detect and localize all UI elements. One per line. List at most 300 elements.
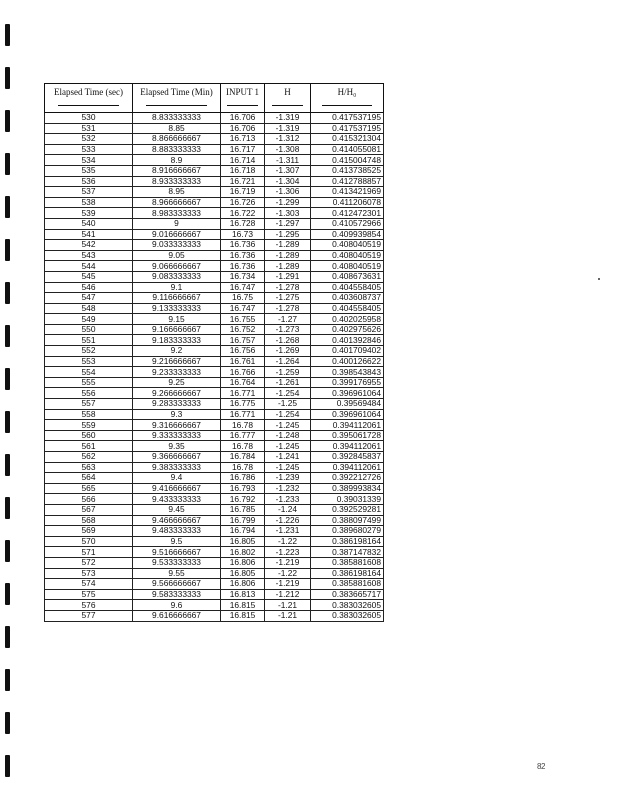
cell-h: -1.212	[265, 589, 311, 600]
cell-elapsed-min: 9.583333333	[133, 589, 221, 600]
cell-elapsed-min: 9.166666667	[133, 324, 221, 335]
cell-h: -1.232	[265, 483, 311, 494]
cell-elapsed-min: 9.033333333	[133, 240, 221, 251]
cell-elapsed-min: 9.383333333	[133, 462, 221, 473]
table-row	[45, 473, 384, 484]
cell-elapsed-sec: 548	[45, 303, 133, 314]
cell-elapsed-min: 9.016666667	[133, 229, 221, 240]
cell-elapsed-sec: 535	[45, 165, 133, 176]
header-label: H	[284, 87, 291, 97]
cell-input: 16.799	[221, 515, 265, 526]
cell-h: -1.254	[265, 388, 311, 399]
cell-elapsed-sec: 575	[45, 589, 133, 600]
cell-h-ratio: 0.385881608	[311, 557, 384, 568]
header-label: H/H₀	[337, 87, 357, 97]
cell-h-ratio: 0.389680279	[311, 526, 384, 537]
cell-elapsed-min: 9.35	[133, 441, 221, 452]
cell-elapsed-min: 8.95	[133, 187, 221, 198]
table-row	[45, 240, 384, 251]
table-row	[45, 282, 384, 293]
cell-input: 16.78	[221, 441, 265, 452]
table-row	[45, 324, 384, 335]
cell-elapsed-sec: 560	[45, 430, 133, 441]
binding-hole	[5, 325, 10, 347]
cell-elapsed-sec: 545	[45, 271, 133, 282]
table-row	[45, 557, 384, 568]
table-row	[45, 229, 384, 240]
table-row	[45, 335, 384, 346]
page-mark: 82	[537, 762, 545, 771]
binding-hole	[5, 583, 10, 605]
cell-h: -1.319	[265, 123, 311, 134]
cell-input: 16.806	[221, 579, 265, 590]
table-row	[45, 399, 384, 410]
table-row	[45, 504, 384, 515]
cell-elapsed-min: 9.316666667	[133, 420, 221, 431]
cell-h-ratio: 0.394112061	[311, 441, 384, 452]
binding-hole	[5, 626, 10, 648]
binding-hole	[5, 282, 10, 304]
cell-elapsed-sec: 539	[45, 208, 133, 219]
cell-elapsed-sec: 551	[45, 335, 133, 346]
cell-input: 16.766	[221, 367, 265, 378]
header-input	[221, 84, 265, 113]
table-row	[45, 409, 384, 420]
cell-elapsed-min: 8.966666667	[133, 197, 221, 208]
cell-h: -1.289	[265, 240, 311, 251]
cell-input: 16.728	[221, 218, 265, 229]
cell-elapsed-min: 9.5	[133, 536, 221, 547]
cell-elapsed-min: 9.116666667	[133, 293, 221, 304]
cell-elapsed-sec: 540	[45, 218, 133, 229]
cell-h: -1.278	[265, 303, 311, 314]
cell-elapsed-min: 9.25	[133, 377, 221, 388]
cell-h-ratio: 0.408673631	[311, 271, 384, 282]
table-row	[45, 155, 384, 166]
cell-h-ratio: 0.413421969	[311, 187, 384, 198]
cell-h-ratio: 0.414055081	[311, 144, 384, 155]
cell-h: -1.268	[265, 335, 311, 346]
cell-elapsed-sec: 563	[45, 462, 133, 473]
cell-elapsed-sec: 570	[45, 536, 133, 547]
cell-h-ratio: 0.392845837	[311, 452, 384, 463]
cell-input: 16.761	[221, 356, 265, 367]
table-row	[45, 303, 384, 314]
cell-input: 16.714	[221, 155, 265, 166]
cell-input: 16.736	[221, 261, 265, 272]
binding-hole	[5, 755, 10, 777]
cell-h: -1.303	[265, 208, 311, 219]
cell-elapsed-min: 8.866666667	[133, 134, 221, 145]
table-row	[45, 547, 384, 558]
cell-input: 16.764	[221, 377, 265, 388]
cell-h-ratio: 0.392529281	[311, 504, 384, 515]
binding-hole	[5, 669, 10, 691]
table-row	[45, 176, 384, 187]
cell-input: 16.793	[221, 483, 265, 494]
cell-elapsed-min: 8.833333333	[133, 113, 221, 124]
table-row	[45, 123, 384, 134]
cell-h: -1.245	[265, 462, 311, 473]
cell-elapsed-sec: 561	[45, 441, 133, 452]
cell-elapsed-sec: 573	[45, 568, 133, 579]
table-row	[45, 218, 384, 229]
cell-input: 16.815	[221, 610, 265, 621]
cell-h: -1.21	[265, 600, 311, 611]
cell-elapsed-min: 9.133333333	[133, 303, 221, 314]
cell-h-ratio: 0.39569484	[311, 399, 384, 410]
cell-h: -1.24	[265, 504, 311, 515]
cell-h: -1.278	[265, 282, 311, 293]
cell-h-ratio: 0.386198164	[311, 568, 384, 579]
cell-h-ratio: 0.398543843	[311, 367, 384, 378]
cell-elapsed-sec: 553	[45, 356, 133, 367]
cell-h-ratio: 0.396961064	[311, 409, 384, 420]
cell-h: -1.308	[265, 144, 311, 155]
binding-hole	[5, 540, 10, 562]
cell-input: 16.718	[221, 165, 265, 176]
table-row	[45, 420, 384, 431]
cell-elapsed-sec: 576	[45, 600, 133, 611]
cell-input: 16.706	[221, 113, 265, 124]
cell-elapsed-sec: 564	[45, 473, 133, 484]
binding-hole	[5, 368, 10, 390]
cell-input: 16.792	[221, 494, 265, 505]
cell-input: 16.775	[221, 399, 265, 410]
cell-input: 16.813	[221, 589, 265, 600]
cell-h: -1.299	[265, 197, 311, 208]
cell-elapsed-min: 9.233333333	[133, 367, 221, 378]
cell-elapsed-sec: 547	[45, 293, 133, 304]
header-h	[265, 84, 311, 113]
binding-hole	[5, 196, 10, 218]
table-row	[45, 494, 384, 505]
table-row	[45, 187, 384, 198]
cell-elapsed-min: 9.183333333	[133, 335, 221, 346]
cell-h: -1.259	[265, 367, 311, 378]
table-row	[45, 483, 384, 494]
cell-h: -1.21	[265, 610, 311, 621]
table-row	[45, 536, 384, 547]
cell-h: -1.245	[265, 420, 311, 431]
cell-h: -1.254	[265, 409, 311, 420]
cell-input: 16.757	[221, 335, 265, 346]
cell-input: 16.815	[221, 600, 265, 611]
cell-input: 16.771	[221, 388, 265, 399]
cell-elapsed-sec: 536	[45, 176, 133, 187]
cell-input: 16.722	[221, 208, 265, 219]
cell-elapsed-sec: 541	[45, 229, 133, 240]
cell-elapsed-min: 9.2	[133, 346, 221, 357]
binding-hole	[5, 24, 10, 46]
cell-h-ratio: 0.409939854	[311, 229, 384, 240]
table-row	[45, 314, 384, 325]
binding-hole	[5, 411, 10, 433]
table-row	[45, 526, 384, 537]
cell-h-ratio: 0.401709402	[311, 346, 384, 357]
cell-elapsed-sec: 537	[45, 187, 133, 198]
cell-elapsed-sec: 568	[45, 515, 133, 526]
table-row	[45, 462, 384, 473]
cell-elapsed-min: 9.616666667	[133, 610, 221, 621]
table-body	[45, 113, 384, 622]
table-row	[45, 600, 384, 611]
table-row	[45, 377, 384, 388]
cell-input: 16.802	[221, 547, 265, 558]
cell-elapsed-min: 9.1	[133, 282, 221, 293]
cell-elapsed-min: 8.916666667	[133, 165, 221, 176]
cell-elapsed-min: 9.45	[133, 504, 221, 515]
cell-input: 16.734	[221, 271, 265, 282]
table-row	[45, 208, 384, 219]
table-row	[45, 579, 384, 590]
cell-elapsed-min: 9.516666667	[133, 547, 221, 558]
cell-elapsed-sec: 567	[45, 504, 133, 515]
header-row	[45, 84, 384, 113]
header-label: INPUT 1	[225, 87, 260, 97]
cell-h-ratio: 0.392212726	[311, 473, 384, 484]
cell-elapsed-min: 9.283333333	[133, 399, 221, 410]
cell-input: 16.805	[221, 536, 265, 547]
cell-input: 16.777	[221, 430, 265, 441]
cell-h: -1.295	[265, 229, 311, 240]
cell-h-ratio: 0.387147832	[311, 547, 384, 558]
cell-input: 16.806	[221, 557, 265, 568]
cell-h: -1.289	[265, 261, 311, 272]
cell-h-ratio: 0.404558405	[311, 303, 384, 314]
table-row	[45, 271, 384, 282]
cell-h: -1.27	[265, 314, 311, 325]
cell-elapsed-sec: 574	[45, 579, 133, 590]
cell-h: -1.297	[265, 218, 311, 229]
cell-input: 16.726	[221, 197, 265, 208]
binding-hole	[5, 497, 10, 519]
cell-h: -1.291	[265, 271, 311, 282]
cell-h-ratio: 0.383032605	[311, 600, 384, 611]
cell-input: 16.747	[221, 303, 265, 314]
binding-hole	[5, 110, 10, 132]
cell-h: -1.273	[265, 324, 311, 335]
cell-input: 16.736	[221, 250, 265, 261]
cell-elapsed-sec: 558	[45, 409, 133, 420]
cell-input: 16.794	[221, 526, 265, 537]
header-elapsed-min	[133, 84, 221, 113]
cell-elapsed-sec: 556	[45, 388, 133, 399]
cell-elapsed-sec: 544	[45, 261, 133, 272]
cell-elapsed-sec: 550	[45, 324, 133, 335]
cell-h-ratio: 0.400126622	[311, 356, 384, 367]
cell-elapsed-min: 9.05	[133, 250, 221, 261]
cell-elapsed-sec: 531	[45, 123, 133, 134]
table-row	[45, 367, 384, 378]
table-row	[45, 441, 384, 452]
table-row	[45, 261, 384, 272]
cell-h-ratio: 0.388097499	[311, 515, 384, 526]
cell-elapsed-min: 9.3	[133, 409, 221, 420]
cell-h-ratio: 0.412472301	[311, 208, 384, 219]
cell-h-ratio: 0.417537195	[311, 123, 384, 134]
cell-input: 16.736	[221, 240, 265, 251]
cell-input: 16.78	[221, 462, 265, 473]
cell-h-ratio: 0.383032605	[311, 610, 384, 621]
cell-elapsed-sec: 571	[45, 547, 133, 558]
cell-h: -1.312	[265, 134, 311, 145]
cell-elapsed-sec: 530	[45, 113, 133, 124]
cell-input: 16.719	[221, 187, 265, 198]
cell-h: -1.219	[265, 579, 311, 590]
cell-h: -1.231	[265, 526, 311, 537]
cell-h-ratio: 0.404558405	[311, 282, 384, 293]
table-row	[45, 430, 384, 441]
cell-input: 16.755	[221, 314, 265, 325]
cell-elapsed-min: 9.083333333	[133, 271, 221, 282]
cell-h-ratio: 0.403608737	[311, 293, 384, 304]
cell-h-ratio: 0.395061728	[311, 430, 384, 441]
cell-h-ratio: 0.402975626	[311, 324, 384, 335]
cell-elapsed-sec: 577	[45, 610, 133, 621]
table-row	[45, 388, 384, 399]
cell-h: -1.304	[265, 176, 311, 187]
cell-h: -1.319	[265, 113, 311, 124]
cell-input: 16.786	[221, 473, 265, 484]
binding-hole	[5, 712, 10, 734]
cell-elapsed-sec: 546	[45, 282, 133, 293]
table-row	[45, 250, 384, 261]
cell-elapsed-min: 9.466666667	[133, 515, 221, 526]
table-row	[45, 356, 384, 367]
cell-elapsed-min: 8.9	[133, 155, 221, 166]
cell-input: 16.75	[221, 293, 265, 304]
cell-h: -1.219	[265, 557, 311, 568]
scan-speck	[598, 278, 600, 280]
cell-elapsed-sec: 557	[45, 399, 133, 410]
cell-elapsed-min: 9.55	[133, 568, 221, 579]
cell-h-ratio: 0.402025958	[311, 314, 384, 325]
cell-h-ratio: 0.389993834	[311, 483, 384, 494]
cell-h-ratio: 0.399176955	[311, 377, 384, 388]
header-elapsed-sec	[45, 84, 133, 113]
cell-input: 16.784	[221, 452, 265, 463]
cell-h: -1.306	[265, 187, 311, 198]
cell-elapsed-sec: 554	[45, 367, 133, 378]
table-row	[45, 568, 384, 579]
cell-elapsed-min: 8.933333333	[133, 176, 221, 187]
cell-input: 16.747	[221, 282, 265, 293]
cell-elapsed-min: 9.433333333	[133, 494, 221, 505]
cell-h-ratio: 0.385881608	[311, 579, 384, 590]
cell-h-ratio: 0.415321304	[311, 134, 384, 145]
cell-h: -1.233	[265, 494, 311, 505]
cell-h-ratio: 0.410572966	[311, 218, 384, 229]
binding-hole	[5, 67, 10, 89]
cell-elapsed-min: 8.883333333	[133, 144, 221, 155]
data-table	[44, 83, 384, 622]
cell-h-ratio: 0.394112061	[311, 420, 384, 431]
cell-input: 16.713	[221, 134, 265, 145]
cell-elapsed-min: 9.216666667	[133, 356, 221, 367]
cell-h-ratio: 0.401392846	[311, 335, 384, 346]
cell-h: -1.264	[265, 356, 311, 367]
cell-h: -1.22	[265, 536, 311, 547]
binding-hole	[5, 153, 10, 175]
cell-elapsed-min: 9.266666667	[133, 388, 221, 399]
cell-elapsed-sec: 538	[45, 197, 133, 208]
cell-h-ratio: 0.383665717	[311, 589, 384, 600]
cell-h-ratio: 0.386198164	[311, 536, 384, 547]
cell-elapsed-min: 9.533333333	[133, 557, 221, 568]
cell-elapsed-min: 8.85	[133, 123, 221, 134]
table-row	[45, 589, 384, 600]
cell-h-ratio: 0.408040519	[311, 261, 384, 272]
cell-h-ratio: 0.417537195	[311, 113, 384, 124]
cell-elapsed-sec: 543	[45, 250, 133, 261]
cell-elapsed-min: 9.333333333	[133, 430, 221, 441]
cell-elapsed-sec: 559	[45, 420, 133, 431]
cell-input: 16.73	[221, 229, 265, 240]
cell-input: 16.771	[221, 409, 265, 420]
cell-elapsed-min: 9.066666667	[133, 261, 221, 272]
cell-h-ratio: 0.39031339	[311, 494, 384, 505]
cell-h: -1.239	[265, 473, 311, 484]
cell-elapsed-min: 8.983333333	[133, 208, 221, 219]
header-label: Elapsed Time (sec)	[54, 87, 123, 97]
cell-elapsed-sec: 533	[45, 144, 133, 155]
cell-elapsed-min: 9.15	[133, 314, 221, 325]
cell-h-ratio: 0.412788857	[311, 176, 384, 187]
cell-elapsed-sec: 534	[45, 155, 133, 166]
cell-h: -1.261	[265, 377, 311, 388]
cell-input: 16.805	[221, 568, 265, 579]
cell-h: -1.275	[265, 293, 311, 304]
binding-hole	[5, 239, 10, 261]
cell-elapsed-sec: 532	[45, 134, 133, 145]
cell-elapsed-sec: 555	[45, 377, 133, 388]
cell-h: -1.269	[265, 346, 311, 357]
cell-h: -1.248	[265, 430, 311, 441]
cell-elapsed-sec: 552	[45, 346, 133, 357]
cell-h: -1.307	[265, 165, 311, 176]
cell-elapsed-min: 9.566666667	[133, 579, 221, 590]
cell-input: 16.752	[221, 324, 265, 335]
cell-h: -1.223	[265, 547, 311, 558]
cell-input: 16.717	[221, 144, 265, 155]
cell-h: -1.25	[265, 399, 311, 410]
cell-h-ratio: 0.394112061	[311, 462, 384, 473]
cell-elapsed-min: 9.4	[133, 473, 221, 484]
cell-elapsed-sec: 572	[45, 557, 133, 568]
cell-elapsed-sec: 565	[45, 483, 133, 494]
cell-elapsed-min: 9	[133, 218, 221, 229]
cell-h-ratio: 0.415004748	[311, 155, 384, 166]
table-row	[45, 144, 384, 155]
cell-h: -1.311	[265, 155, 311, 166]
cell-elapsed-sec: 566	[45, 494, 133, 505]
table-row	[45, 452, 384, 463]
table-row	[45, 134, 384, 145]
cell-elapsed-min: 9.6	[133, 600, 221, 611]
cell-elapsed-sec: 569	[45, 526, 133, 537]
table-row	[45, 346, 384, 357]
table-row	[45, 165, 384, 176]
cell-input: 16.785	[221, 504, 265, 515]
cell-h: -1.245	[265, 441, 311, 452]
table-row	[45, 113, 384, 124]
cell-elapsed-sec: 542	[45, 240, 133, 251]
cell-elapsed-min: 9.416666667	[133, 483, 221, 494]
cell-h: -1.226	[265, 515, 311, 526]
cell-h: -1.22	[265, 568, 311, 579]
cell-input: 16.78	[221, 420, 265, 431]
